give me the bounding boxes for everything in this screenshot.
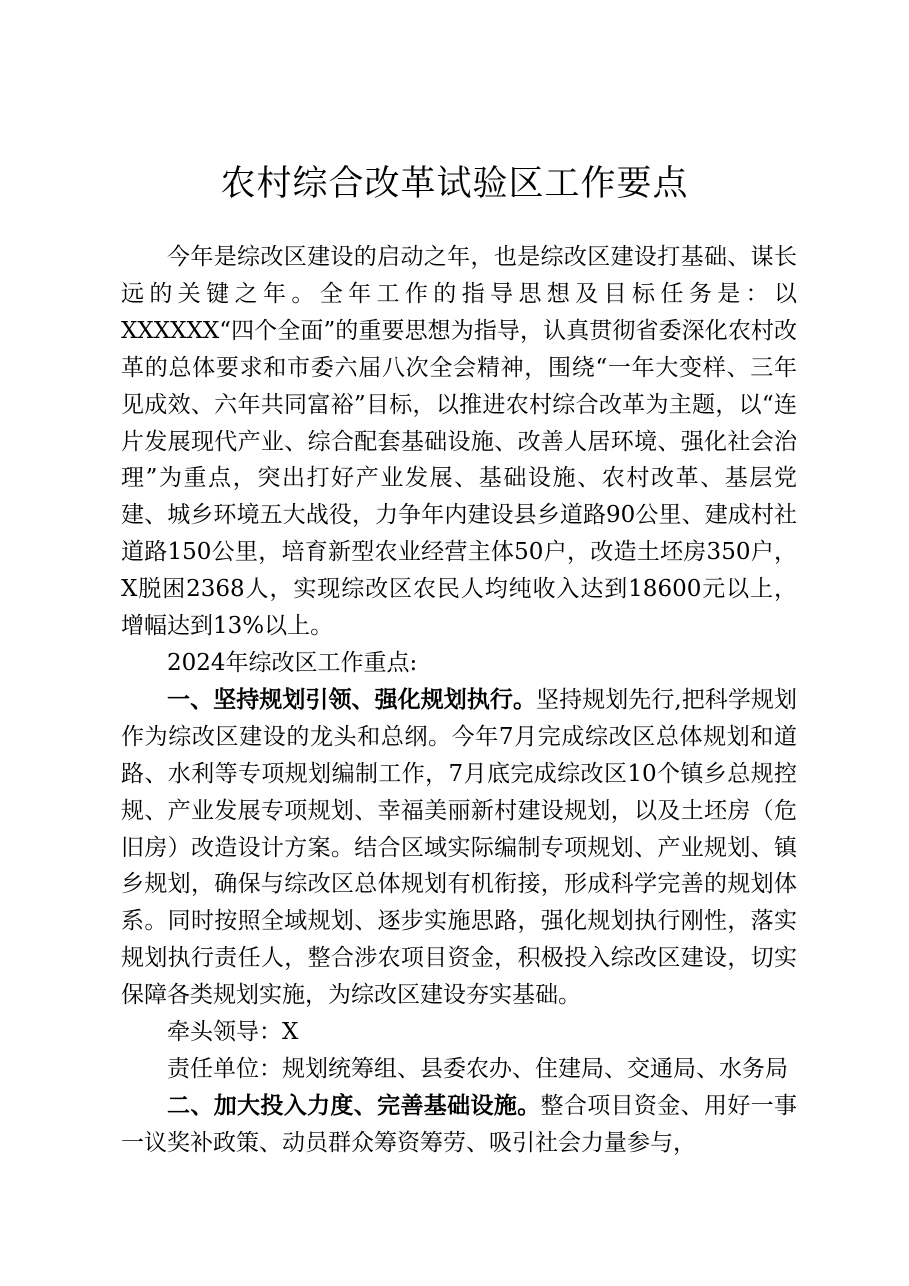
document-title: 农村综合改革试验区工作要点: [220, 164, 689, 204]
section-1-text: 坚持规划先行,把科学规划作为综改区建设的龙头和总纲。今年7月完成综改区总体规划和道路、水利等专项规划编制工作，7月底完成综改区10个镇乡总规控规、产业发展专项规划、幸福美丽新村建设规划，以及土坯房（危旧房）改造设计方案。结合区域实际编制专项规划、产业规划、镇乡规划，确保与综改区总体规划有机衔接，形成科学完善的规划体系。同时按照全域规划、逐步实施思路，强化规划执行刚性，落实规划执行责任人，整合涉农项目资金，积极投入综改区建设，切实保障各类规划实施，为综改区建设夯实基础。: [121, 686, 797, 1009]
intro-paragraph: 今年是综改区建设的启动之年，也是综改区建设打基础、谋长远的关键之年。全年工作的指导思想及目标任务是：以XXXXXX“四个全面”的重要思想为指导，认真贯彻省委深化农村改革的总体要求和市委六届八次全会精神，围绕“一年大变样、三年见成效、六年共同富裕”目标，以推进农村综合改革为主题，以“连片发展现代产业、综合配套基础设施、改善人居环境、强化社会治理”为重点，突出打好产业发展、基础设施、农村改革、基层党建、城乡环境五大战役，力争年内建设县乡道路90公里、建成村社道路150公里，培育新型农业经营主体50户，改造土坯房350户，X脱困2368人，实现综改区农民人均纯收入达到18600元以上，增幅达到13%以上。: [121, 244, 797, 640]
section-1-heading: 一、坚持规划引领、强化规划执行。: [167, 686, 536, 713]
document-body: [121, 239, 797, 1162]
section-2-heading: 二、加大投入力度、完善基础设施。: [167, 1092, 541, 1119]
section-1-responsible-units: 责任单位：规划统筹组、县委农办、住建局、交通局、水务局: [167, 1055, 788, 1082]
section-2-text: 整合项目资金、用好一事一议奖补政策、动员群众筹资筹劳、吸引社会力量参与，: [121, 1092, 798, 1156]
section-2-paragraph: [121, 1088, 797, 1162]
section-1-lead-leader: 牵头领导：X: [167, 1019, 299, 1046]
section-1-paragraph: [121, 682, 797, 1014]
work-focus-line: 2024年综改区工作重点:: [167, 649, 418, 676]
